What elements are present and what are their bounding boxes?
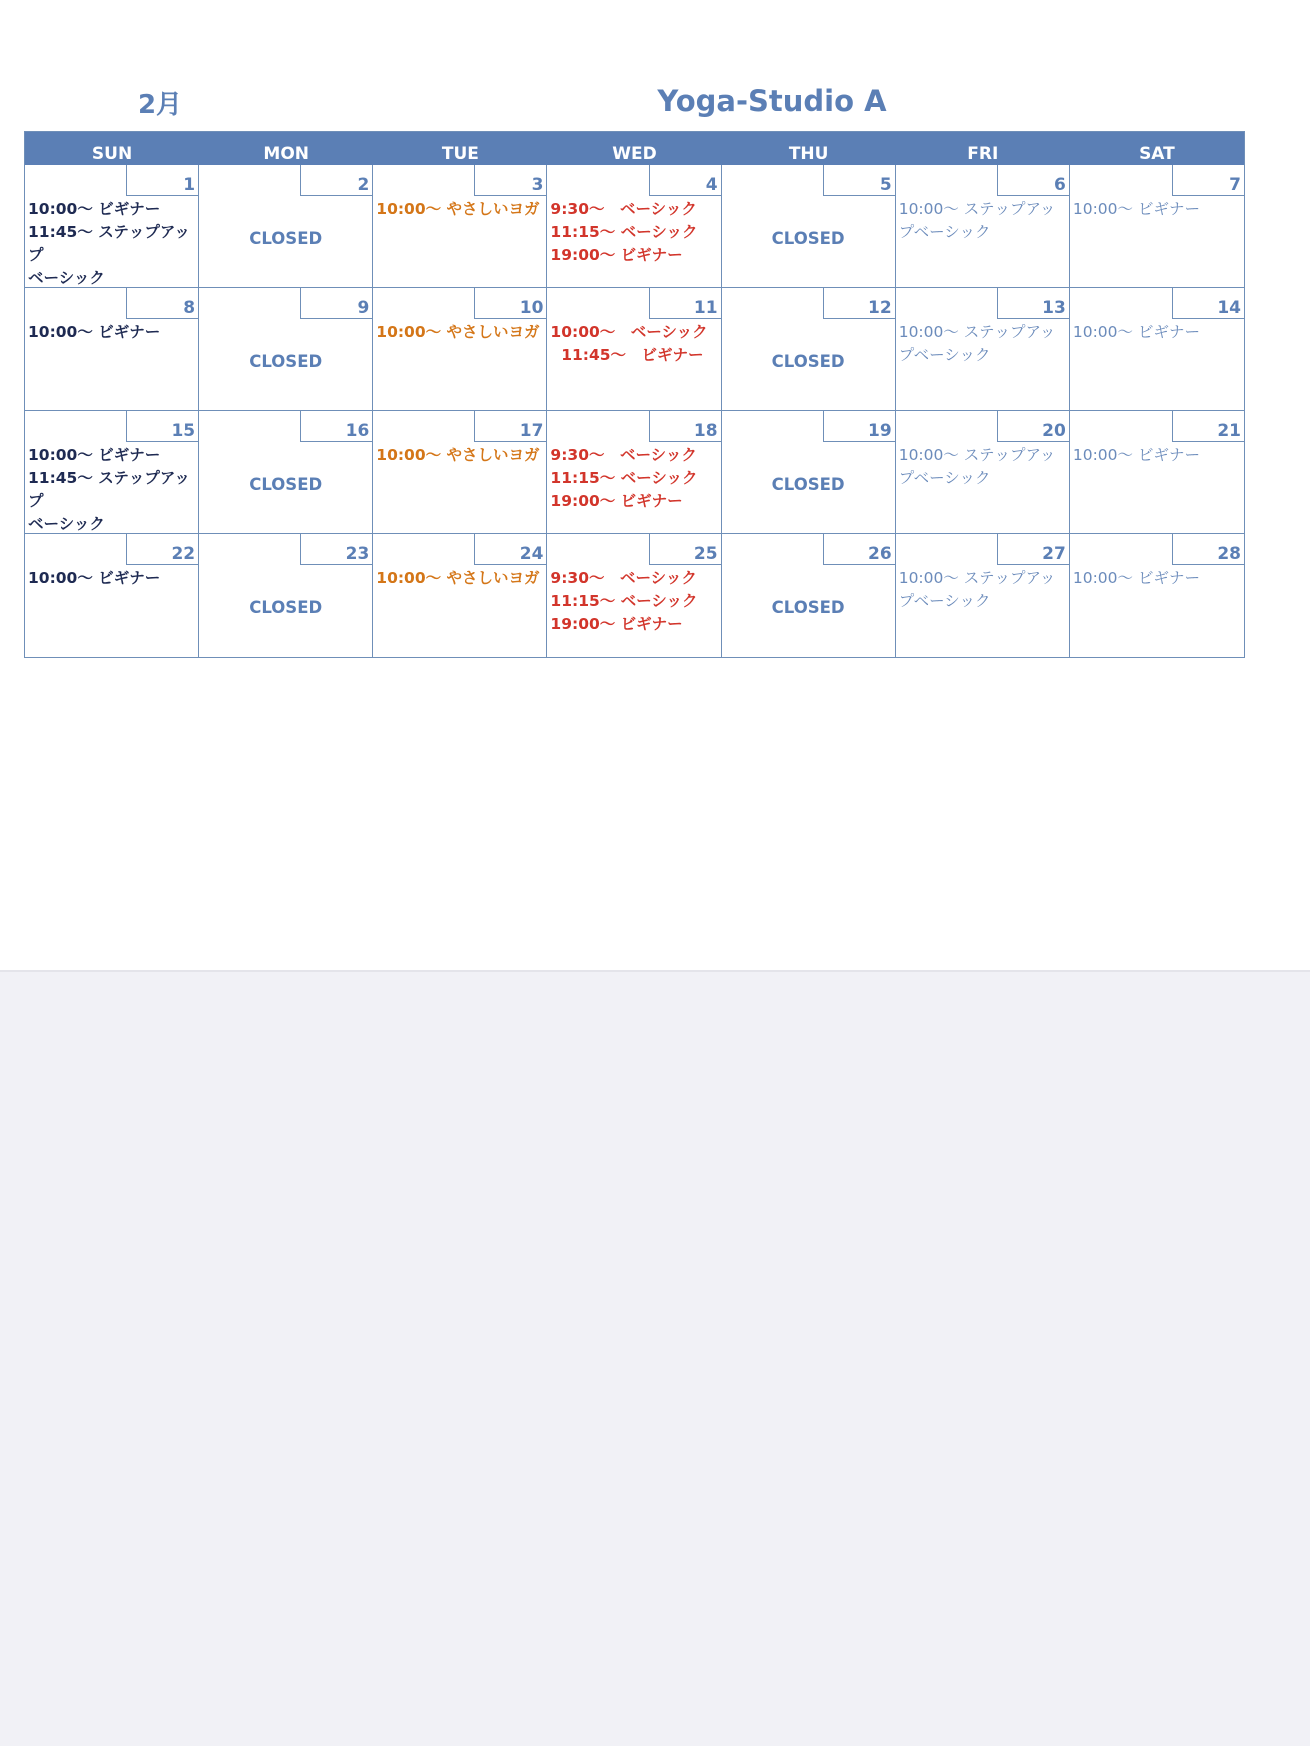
class-schedule xyxy=(376,321,544,344)
closed-label: CLOSED xyxy=(771,352,845,371)
day-number: 23 xyxy=(300,534,372,565)
day-number: 12 xyxy=(823,288,895,319)
day-number: 25 xyxy=(649,534,721,565)
class-entry: 10:00～ ビギナー xyxy=(28,200,161,218)
closed-label: CLOSED xyxy=(249,352,323,371)
day-cell xyxy=(896,534,1070,657)
class-entry: 10:00～ ビギナー xyxy=(28,323,161,341)
day-cell xyxy=(547,288,721,411)
class-schedule xyxy=(28,198,196,288)
day-cell xyxy=(547,534,721,657)
closed-label: CLOSED xyxy=(249,229,323,248)
day-cell xyxy=(547,165,721,288)
class-entry: 10:00～ やさしいヨガ xyxy=(376,323,540,341)
class-entry: 11:15～ ベーシック xyxy=(550,223,698,241)
day-number: 2 xyxy=(300,165,372,196)
class-entry: 10:00～ ステップアッ xyxy=(898,446,1056,464)
day-cell xyxy=(896,165,1070,288)
day-number: 1 xyxy=(126,165,198,196)
day-number: 10 xyxy=(474,288,546,319)
class-schedule xyxy=(899,321,1067,367)
day-cell xyxy=(896,411,1070,534)
calendar-grid xyxy=(24,131,1245,658)
class-entry: 10:00～ ビギナー xyxy=(28,569,161,587)
day-cell xyxy=(722,534,896,657)
class-entry: 10:00～ ステップアッ xyxy=(898,200,1056,218)
class-schedule xyxy=(376,567,544,590)
calendar-week xyxy=(25,288,1244,411)
day-cell xyxy=(199,288,373,411)
day-number: 19 xyxy=(823,411,895,442)
class-schedule xyxy=(550,198,718,267)
day-number: 17 xyxy=(474,411,546,442)
dow-tue: TUE xyxy=(441,144,479,164)
calendar-week xyxy=(25,165,1244,288)
day-cell xyxy=(547,411,721,534)
class-entry: 9:30～ ベーシック xyxy=(550,446,697,464)
day-cell xyxy=(199,411,373,534)
day-number: 27 xyxy=(997,534,1069,565)
day-cell xyxy=(373,288,547,411)
day-number: 4 xyxy=(649,165,721,196)
class-entry: ベーシック xyxy=(28,515,105,533)
class-entry: 9:30～ ベーシック xyxy=(550,200,697,218)
day-number: 22 xyxy=(126,534,198,565)
closed-label: CLOSED xyxy=(249,475,323,494)
day-cell xyxy=(199,165,373,288)
day-number: 5 xyxy=(823,165,895,196)
dow-sun: SUN xyxy=(91,144,133,164)
class-schedule xyxy=(1073,198,1242,221)
calendar-weeks xyxy=(25,165,1244,657)
day-cell xyxy=(722,288,896,411)
class-schedule xyxy=(1073,321,1242,344)
day-cell xyxy=(25,534,199,657)
class-entry: 10:00～ ビギナー xyxy=(1072,446,1200,464)
day-number: 26 xyxy=(823,534,895,565)
day-number: 13 xyxy=(997,288,1069,319)
class-entry: 11:45～ ステップアップ xyxy=(28,223,190,264)
class-schedule xyxy=(376,198,544,221)
class-entry: 10:00～ ステップアッ xyxy=(898,569,1056,587)
class-schedule xyxy=(28,567,196,590)
class-entry: 11:45～ ステップアップ xyxy=(28,469,190,510)
closed-label: CLOSED xyxy=(771,475,845,494)
class-schedule xyxy=(899,444,1067,490)
day-cell xyxy=(1070,411,1244,534)
day-cell xyxy=(722,165,896,288)
class-entry: ベーシック xyxy=(28,269,105,287)
class-entry: プベーシック xyxy=(898,592,991,610)
day-cell xyxy=(25,288,199,411)
day-cell xyxy=(373,534,547,657)
class-entry: プベーシック xyxy=(898,346,991,364)
class-entry: 9:30～ ベーシック xyxy=(550,569,697,587)
class-schedule xyxy=(899,198,1067,244)
class-entry: 10:00～ ビギナー xyxy=(1072,323,1200,341)
day-number: 7 xyxy=(1172,165,1244,196)
class-entry: 10:00～ ビギナー xyxy=(1072,200,1200,218)
class-schedule xyxy=(899,567,1067,613)
class-entry: 10:00～ やさしいヨガ xyxy=(376,446,540,464)
day-of-week-header xyxy=(25,132,1244,165)
class-entry: 11:15～ ベーシック xyxy=(550,469,698,487)
month-title: 2月 xyxy=(137,90,183,120)
day-cell xyxy=(1070,534,1244,657)
class-entry: 19:00～ ビギナー xyxy=(550,246,683,264)
closed-label: CLOSED xyxy=(249,598,323,617)
class-entry: 10:00～ ビギナー xyxy=(1072,569,1200,587)
day-number: 14 xyxy=(1172,288,1244,319)
class-schedule xyxy=(28,444,196,534)
dow-mon: MON xyxy=(263,144,310,164)
day-cell xyxy=(25,165,199,288)
class-entry: 19:00～ ビギナー xyxy=(550,615,683,633)
class-schedule xyxy=(28,321,196,344)
day-number: 20 xyxy=(997,411,1069,442)
day-cell xyxy=(373,165,547,288)
class-entry: 10:00～ やさしいヨガ xyxy=(376,569,540,587)
studio-title: Yoga-Studio A xyxy=(657,84,887,118)
day-number: 8 xyxy=(126,288,198,319)
class-entry: 10:00～ やさしいヨガ xyxy=(376,200,540,218)
class-entry: プベーシック xyxy=(898,469,991,487)
day-cell xyxy=(1070,288,1244,411)
class-schedule xyxy=(550,444,718,513)
day-cell xyxy=(896,288,1070,411)
dow-thu: THU xyxy=(788,144,829,164)
day-number: 18 xyxy=(649,411,721,442)
calendar-week xyxy=(25,411,1244,534)
class-schedule xyxy=(1073,567,1242,590)
day-cell xyxy=(1070,165,1244,288)
closed-label: CLOSED xyxy=(771,229,845,248)
class-schedule xyxy=(1073,444,1242,467)
class-entry: 11:45～ ビギナー xyxy=(550,346,704,364)
day-number: 3 xyxy=(474,165,546,196)
dow-fri: FRI xyxy=(967,144,999,164)
calendar-week xyxy=(25,534,1244,657)
dow-wed: WED xyxy=(612,144,657,164)
day-cell xyxy=(373,411,547,534)
class-entry: 19:00～ ビギナー xyxy=(550,492,683,510)
day-cell xyxy=(722,411,896,534)
day-number: 16 xyxy=(300,411,372,442)
class-schedule xyxy=(550,567,718,636)
day-number: 9 xyxy=(300,288,372,319)
class-schedule xyxy=(376,444,544,467)
day-number: 21 xyxy=(1172,411,1244,442)
dow-sat: SAT xyxy=(1139,144,1175,164)
class-entry: 10:00～ ステップアッ xyxy=(898,323,1056,341)
class-entry: 11:15～ ベーシック xyxy=(550,592,698,610)
closed-label: CLOSED xyxy=(771,598,845,617)
class-schedule xyxy=(550,321,718,367)
day-number: 28 xyxy=(1172,534,1244,565)
day-number: 11 xyxy=(649,288,721,319)
day-number: 15 xyxy=(126,411,198,442)
day-number: 24 xyxy=(474,534,546,565)
day-cell xyxy=(25,411,199,534)
day-number: 6 xyxy=(997,165,1069,196)
class-entry: 10:00～ ビギナー xyxy=(28,446,161,464)
class-entry: プベーシック xyxy=(898,223,991,241)
class-entry: 10:00～ ベーシック xyxy=(550,323,708,341)
day-cell xyxy=(199,534,373,657)
